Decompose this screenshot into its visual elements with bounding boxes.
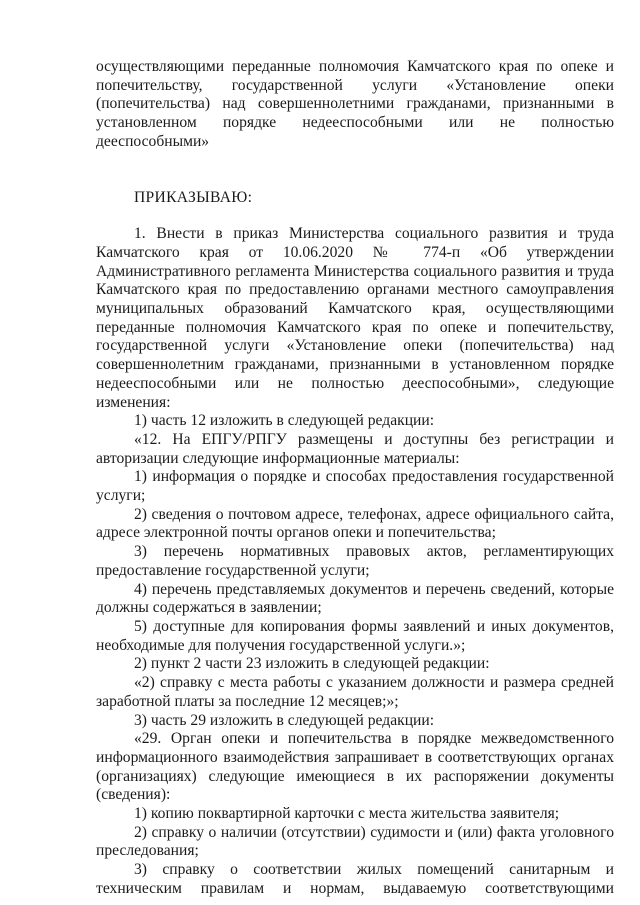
paragraph-amend-order: 1. Внести в приказ Министерства социального развития и труда Камчатского края от 10.06.2020 № 774-п «Об утверждении Административного регламента Министерства социального развития и труда Камчатского края по предоставлению органами местного самоуправления муниципальных образований Камчатского края, осуществляющими переданные полномочия Камчатского края по опеке и попечительству, государственной услуги «Установление опеки (попечительства) над совершеннолетним гражданами, признанными в установленном порядке недееспособными или не полностью дееспособными», следующие изменения: <box>96 225 614 411</box>
paragraph-part-29-item-3: 3) справку о соответствии жилых помещений санитарным и техническим правилам и нормам, выдаваемую соответствующими <box>96 861 614 897</box>
paragraph-part-12: «12. На ЕПГУ/РПГУ размещены и доступны без регистрации и авторизации следующие информационные материалы: <box>96 430 614 467</box>
intro-paragraph: осуществляющими переданные полномочия Камчатского края по опеке и попечительству, государственной услуги «Установление опеки (попечительства) над совершеннолетними гражданами, признанными в установленном порядке недееспособными или не полностью дееспособными» <box>96 58 614 150</box>
paragraph-part-23-point-2: «2) справку с места работы с указанием должности и размера средней заработной платы за последние 12 месяцев;»; <box>96 674 614 710</box>
paragraph-item-2: 2) пункт 2 части 23 изложить в следующей редакции: <box>134 655 490 673</box>
paragraph-item-3: 3) часть 29 изложить в следующей редакции: <box>134 711 435 729</box>
paragraph-part-12-item-3: 3) перечень нормативных правовых актов, регламентирующих предоставление государственной услуги; <box>96 543 614 579</box>
paragraph-part-29-item-1: 1) копию поквартирной карточки с места жительства заявителя; <box>134 805 560 823</box>
order-heading: ПРИКАЗЫВАЮ: <box>134 188 253 206</box>
paragraph-item-1: 1) часть 12 изложить в следующей редакции: <box>134 412 435 430</box>
paragraph-part-12-item-5: 5) доступные для копирования формы заявлений и иных документов, необходимые для получения государственной услуги.»; <box>96 617 614 654</box>
paragraph-part-29: «29. Орган опеки и попечительства в порядке межведомственного информационного взаимодействия запрашивает в соответствующих органах (организациях) следующие имеющиеся в их распоряжении документы (сведения): <box>96 730 614 804</box>
document-body <box>96 58 614 899</box>
paragraph-part-12-item-4: 4) перечень представляемых документов и перечень сведений, которые должны содержаться в заявлении; <box>96 580 614 617</box>
paragraph-part-29-item-2: 2) справку о наличии (отсутствии) судимости и (или) факта уголовного преследования; <box>96 823 614 860</box>
paragraph-part-12-item-2: 2) сведения о почтовом адресе, телефонах, адресе официального сайта, адресе электронной почты органов опеки и попечительства; <box>96 505 614 542</box>
paragraph-part-12-item-1: 1) информация о порядке и способах предоставления государственной услуги; <box>96 468 614 505</box>
